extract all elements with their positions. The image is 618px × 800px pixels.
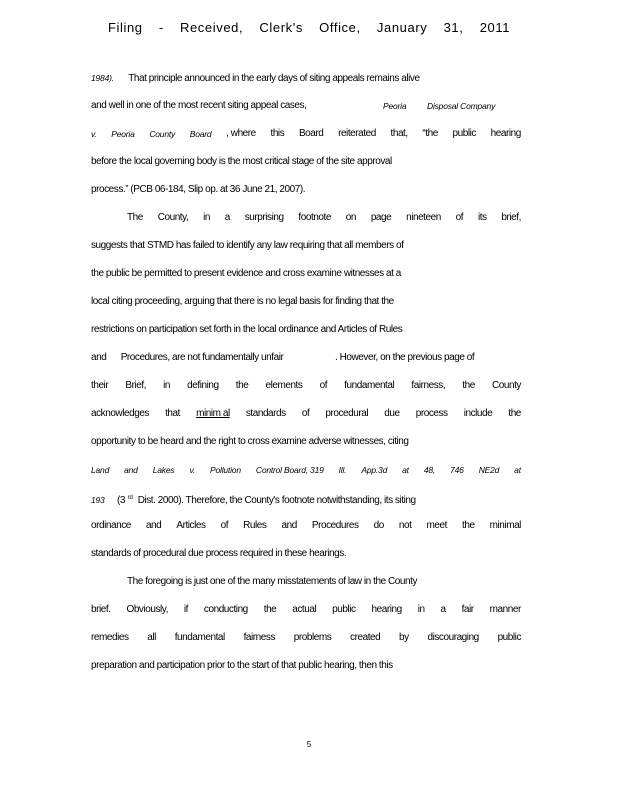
word: of xyxy=(455,212,464,223)
word: Board xyxy=(298,128,324,139)
word: 746 xyxy=(450,465,464,475)
word: NE2d xyxy=(478,465,500,475)
word: manner xyxy=(489,604,521,615)
word: by xyxy=(399,632,409,643)
word: that, xyxy=(390,128,408,139)
word: hearing xyxy=(371,604,402,615)
word: County xyxy=(492,380,521,391)
word: conducting xyxy=(203,604,248,615)
word: of xyxy=(220,520,229,531)
word: a xyxy=(440,604,446,615)
body-line-3 xyxy=(91,128,521,140)
word: “the xyxy=(422,128,438,139)
word: not xyxy=(398,520,412,531)
body-line-14 xyxy=(91,436,521,448)
body-line-15 xyxy=(91,464,521,476)
body-line-19 xyxy=(91,576,521,588)
word: problems xyxy=(293,632,332,643)
word: Rules xyxy=(243,520,267,531)
line-text: opportunity to be heard and the right to cross examine adverse witnesses, citing xyxy=(91,436,409,447)
word: do xyxy=(373,520,384,531)
word: of xyxy=(319,380,328,391)
word: fairness xyxy=(243,632,275,643)
word: a xyxy=(224,212,230,223)
line-text: before the local governing body is the most critical stage of the site approval xyxy=(91,156,392,167)
word: defining xyxy=(187,380,219,391)
word: that xyxy=(165,408,180,419)
line-text: the public be permitted to present evidence and cross examine witnesses at a xyxy=(91,268,401,279)
word: Control Board, 319 xyxy=(255,465,324,475)
word: page xyxy=(370,212,392,223)
header-received: - Received, xyxy=(158,20,244,35)
word: of xyxy=(301,408,310,419)
body-line-9 xyxy=(91,296,521,308)
word: created xyxy=(350,632,381,643)
word: The xyxy=(127,212,143,223)
word: v. xyxy=(189,465,196,475)
word: meet xyxy=(426,520,447,531)
line-text: Procedures, are not fundamentally unfair xyxy=(120,352,284,363)
header-month: January xyxy=(376,20,428,35)
line-text: local citing proceeding, arguing that there is no legal basis for finding that the xyxy=(91,296,394,307)
word: County xyxy=(149,129,176,139)
line-text: restrictions on participation set forth in the local ordinance and Articles of Rules xyxy=(91,324,403,335)
word: on xyxy=(345,212,356,223)
word: and xyxy=(91,352,107,363)
word: in xyxy=(203,212,210,223)
word: their xyxy=(91,380,109,391)
line-text: process.” (PCB 06-184, Slip op. at 36 June 21, 2007). xyxy=(91,184,306,195)
line-text: That principle announced in the early days of siting appeals remains alive xyxy=(128,73,420,84)
word: v. xyxy=(91,129,97,139)
ordinal-superscript: rd xyxy=(127,495,133,501)
word: the xyxy=(508,408,521,419)
line-text: standards of procedural due process required in these hearings. xyxy=(91,548,347,559)
page-number: 5 xyxy=(306,740,312,749)
word: Articles xyxy=(176,520,206,531)
word: in xyxy=(163,380,171,391)
case-name-peoria: Peoria xyxy=(383,101,407,111)
word: brief. xyxy=(91,604,111,615)
body-line-16 xyxy=(91,492,521,507)
word: remedies xyxy=(91,632,129,643)
header-day: 31, xyxy=(443,20,464,35)
word: reiterated xyxy=(338,128,376,139)
word: acknowledges xyxy=(91,408,149,419)
word: County, xyxy=(157,212,189,223)
word: Obviously, xyxy=(126,604,168,615)
word: public xyxy=(332,604,356,615)
body-line-18 xyxy=(91,548,521,560)
word: (3 xyxy=(116,495,125,506)
word: Board xyxy=(189,129,212,139)
word: the xyxy=(462,380,475,391)
body-line-20 xyxy=(91,604,521,616)
word: fundamental xyxy=(174,632,225,643)
word: Ill. xyxy=(338,465,347,475)
word: this xyxy=(270,128,285,139)
line-text: The foregoing is just one of the many misstatements of law in the County xyxy=(127,576,417,587)
word: at xyxy=(514,465,521,475)
word: discouraging xyxy=(427,632,479,643)
word: due xyxy=(384,408,400,419)
header-filing: Filing xyxy=(107,20,143,35)
header-office: Office, xyxy=(319,20,361,35)
word: ordinance xyxy=(91,520,131,531)
word: elements xyxy=(265,380,303,391)
word: fair xyxy=(461,604,474,615)
word: brief, xyxy=(501,212,521,223)
body-line-21 xyxy=(91,632,521,644)
body-line-1 xyxy=(91,72,521,85)
line-text: suggests that STMD has failed to identify any law requiring that all members of xyxy=(91,240,404,251)
word: the xyxy=(263,604,277,615)
word: and xyxy=(145,520,162,531)
word: Land xyxy=(91,465,110,475)
word: public xyxy=(452,128,476,139)
word: the xyxy=(235,380,249,391)
line-text: . However, on the previous page of xyxy=(335,352,475,363)
word: in xyxy=(417,604,425,615)
body-line-4 xyxy=(91,156,521,168)
body-line-17 xyxy=(91,520,521,532)
word: , where xyxy=(226,128,256,139)
body-line-10 xyxy=(91,324,521,336)
word: Procedures xyxy=(311,520,359,531)
body-line-12 xyxy=(91,380,521,392)
filing-stamp-header xyxy=(0,20,618,35)
word: at xyxy=(402,465,409,475)
body-line-5 xyxy=(91,184,521,196)
word: the xyxy=(462,520,475,531)
word: fundamental xyxy=(344,380,395,391)
word: and xyxy=(281,520,297,531)
body-line-7 xyxy=(91,240,521,252)
word: process xyxy=(415,408,448,419)
word: minimal xyxy=(489,520,521,531)
citation-year: 1984). xyxy=(91,73,114,83)
word: actual xyxy=(292,604,317,615)
word: Pollution xyxy=(210,465,241,475)
word: procedural xyxy=(325,408,369,419)
word: footnote xyxy=(298,212,331,223)
word: App.3d xyxy=(361,465,388,475)
word: Lakes xyxy=(152,465,175,475)
word: its xyxy=(477,212,487,223)
body-line-6 xyxy=(91,212,521,224)
word: nineteen xyxy=(406,212,441,223)
word: if xyxy=(183,604,188,615)
header-clerks: Clerk's xyxy=(259,20,303,35)
word: include xyxy=(463,408,493,419)
word: and xyxy=(124,465,138,475)
word: Peoria xyxy=(111,129,135,139)
word: Brief, xyxy=(125,380,146,391)
underlined-word: minim al xyxy=(196,408,230,419)
line-text: preparation and participation prior to the start of that public hearing, then this xyxy=(91,660,393,671)
word: public xyxy=(497,632,521,643)
body-line-11 xyxy=(91,352,521,364)
body-line-13 xyxy=(91,408,521,420)
word: 193 xyxy=(91,495,105,505)
body-line-2 xyxy=(91,100,521,112)
word: hearing xyxy=(490,128,521,139)
case-name-disposal: Disposal Company xyxy=(427,101,496,111)
header-year: 2011 xyxy=(479,20,511,35)
word: all xyxy=(147,632,156,643)
word: standards xyxy=(245,408,286,419)
word: fairness, xyxy=(411,380,446,391)
body-line-8 xyxy=(91,268,521,280)
word: 48, xyxy=(423,465,436,475)
line-text: and well in one of the most recent siting appeal cases, xyxy=(91,100,307,111)
word: surprising xyxy=(244,212,284,223)
body-line-22 xyxy=(91,660,521,672)
line-text: Dist. 2000). Therefore, the County's footnote notwithstanding, its siting xyxy=(137,495,416,506)
